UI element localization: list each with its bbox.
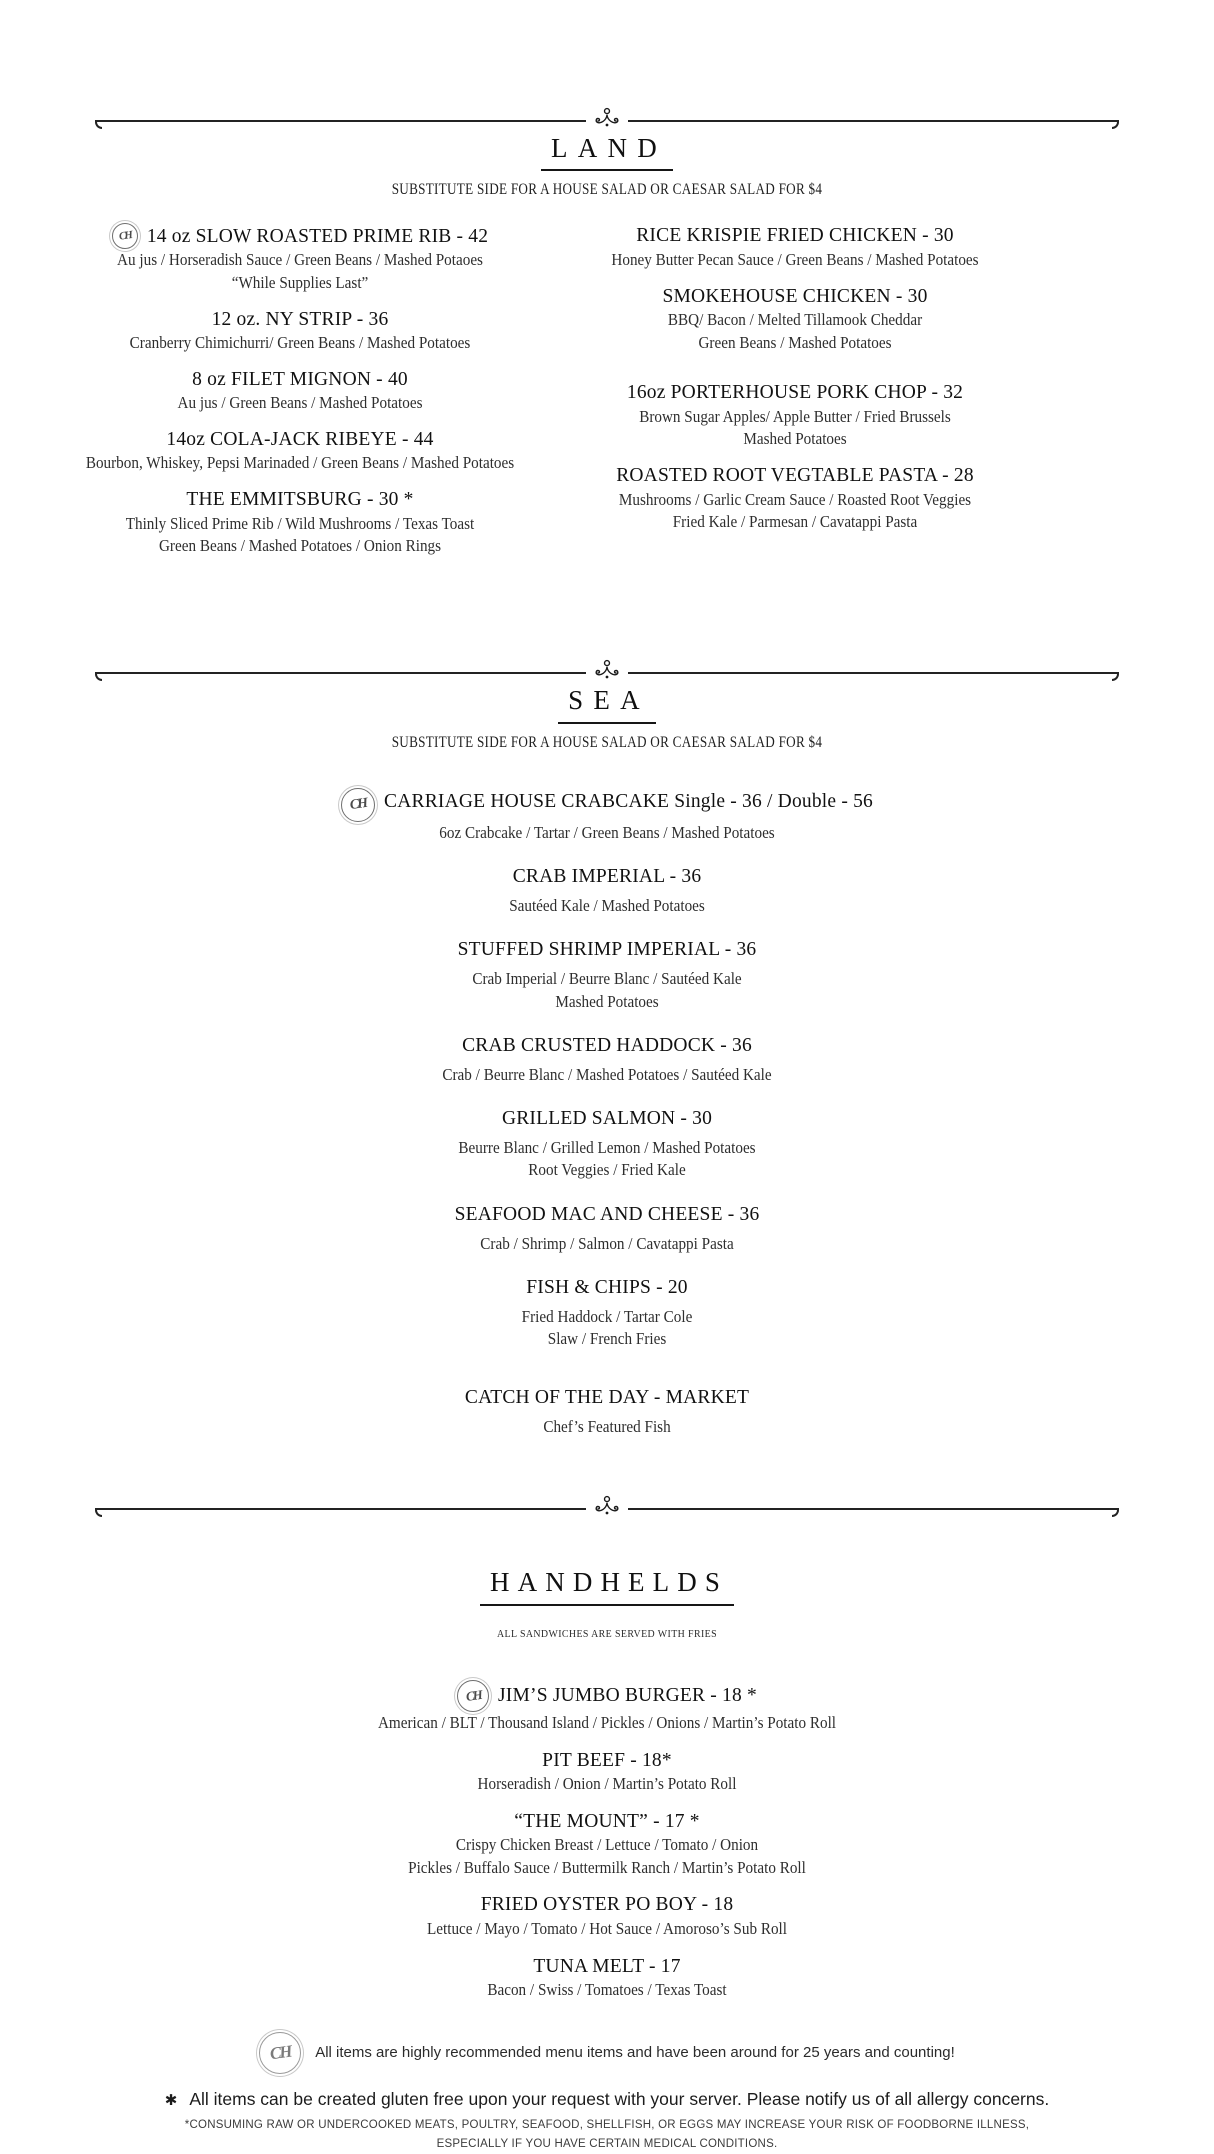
menu-item-title: PIT BEEF - 18* — [542, 1749, 672, 1771]
recommended-text: All items are highly recommended menu items and have been around for 25 years and counting! — [315, 2044, 955, 2062]
carriage-house-logo-icon — [112, 223, 138, 249]
menu-item-title: CRAB CRUSTED HADDOCK - 36 — [462, 1035, 752, 1057]
menu-item-description: Thinly Sliced Prime Rib / Wild Mushrooms / Texas Toast — [125, 513, 475, 533]
logo-monogram: CH — [118, 229, 132, 244]
menu-item-title: SEAFOOD MAC AND CHEESE - 36 — [454, 1204, 760, 1226]
menu-item — [0, 864, 1214, 917]
menu-item-title: FISH & CHIPS - 20 — [526, 1277, 688, 1299]
land-left-column — [60, 223, 540, 570]
menu-item-description: Pickles / Buffalo Sauce / Buttermilk Ranch / Martin’s Potato Roll — [408, 1857, 806, 1877]
menu-item — [0, 1385, 1214, 1438]
menu-item-title: JIM’S JUMBO BURGER - 18 * — [498, 1685, 757, 1707]
menu-item-description: Slaw / French Fries — [547, 1329, 667, 1349]
menu-item-description: Beurre Blanc / Grilled Lemon / Mashed Potatoes — [458, 1137, 756, 1157]
logo-monogram: CH — [464, 1686, 482, 1704]
menu-item-description: Root Veggies / Fried Kale — [528, 1160, 686, 1180]
menu-item — [555, 380, 1035, 451]
menu-item — [60, 307, 540, 355]
carriage-house-logo-icon — [259, 2032, 301, 2074]
divider-line — [628, 672, 1119, 674]
section-divider — [95, 1484, 1119, 1510]
menu-item — [555, 463, 1035, 534]
section-subtitle: SUBSTITUTE SIDE FOR A HOUSE SALAD OR CAESAR SALAD FOR $4 — [391, 733, 823, 751]
gluten-free-note — [0, 2089, 1214, 2110]
menu-item-title: SMOKEHOUSE CHICKEN - 30 — [662, 285, 928, 307]
menu-item-title: “THE MOUNT” - 17 * — [514, 1810, 700, 1832]
divider-line — [95, 1508, 586, 1510]
menu-item — [555, 284, 1035, 355]
disclaimer-line: *CONSUMING RAW OR UNDERCOOKED MEATS, POULTRY, SEAFOOD, SHELLFISH, OR EGGS MAY INCREASE YOUR RISK OF FOODBORNE ILLNESS, — [184, 2118, 1030, 2131]
menu-item-description: 6oz Crabcake / Tartar / Green Beans / Mashed Potatoes — [439, 822, 775, 842]
menu-item — [0, 1275, 1214, 1351]
menu-item — [0, 1954, 1214, 2002]
menu-item-description: Crab Imperial / Beurre Blanc / Sautéed Kale — [472, 968, 742, 988]
menu-item-description: Horseradish / Onion / Martin’s Potato Roll — [477, 1773, 737, 1793]
menu-item-description: Fried Haddock / Tartar Cole — [521, 1306, 693, 1326]
menu-item-description: Green Beans / Mashed Potatoes — [698, 332, 892, 352]
menu-item-description: Au jus / Green Beans / Mashed Potatoes — [177, 393, 423, 413]
disclaimer — [0, 2116, 1214, 2154]
section-title-handhelds: HANDHELDS — [0, 1562, 1214, 1605]
logo-monogram: CH — [348, 795, 368, 813]
menu-item-title: 14 oz SLOW ROASTED PRIME RIB - 42 — [146, 225, 489, 247]
divider-line — [628, 1508, 1119, 1510]
menu-item-title: CATCH OF THE DAY - MARKET — [464, 1387, 750, 1409]
land-right-column — [555, 223, 1035, 570]
divider-line — [95, 120, 586, 122]
menu-item-title: GRILLED SALMON - 30 — [501, 1108, 713, 1130]
menu-item-description: Bourbon, Whiskey, Pepsi Marinaded / Green Beans / Mashed Potatoes — [85, 453, 515, 473]
divider-line — [628, 120, 1119, 122]
menu-item-description: “While Supplies Last” — [231, 273, 369, 293]
menu-item-title: CARRIAGE HOUSE CRABCAKE Single - 36 / Double - 56 — [384, 791, 873, 813]
recommended-note — [0, 2032, 1214, 2074]
menu-item-description: Lettuce / Mayo / Tomato / Hot Sauce / Amoroso’s Sub Roll — [426, 1918, 788, 1938]
menu-item-title: ROASTED ROOT VEGTABLE PASTA - 28 — [616, 465, 974, 487]
menu-item-title: 14oz COLA-JACK RIBEYE - 44 — [166, 429, 434, 451]
menu-item — [0, 1106, 1214, 1182]
menu-item-title: FRIED OYSTER PO BOY - 18 — [480, 1894, 734, 1916]
divider-ornament-icon — [592, 1495, 622, 1519]
land-section — [0, 128, 1214, 570]
menu-item-description: Mashed Potatoes — [555, 991, 659, 1011]
menu-item-title: THE EMMITSBURG - 30 * — [186, 489, 414, 511]
menu-item-title: RICE KRISPIE FRIED CHICKEN - 30 — [636, 225, 954, 247]
menu-item-description: Au jus / Horseradish Sauce / Green Beans / Mashed Potaoes — [117, 250, 483, 270]
divider-line — [95, 672, 586, 674]
menu-item — [0, 788, 1214, 845]
menu-item-title: STUFFED SHRIMP IMPERIAL - 36 — [457, 939, 757, 961]
menu-item-description: Bacon / Swiss / Tomatoes / Texas Toast — [487, 1979, 727, 1999]
disclaimer-line: ESPECIALLY IF YOU HAVE CERTAIN MEDICAL CONDITIONS. — [436, 2137, 778, 2150]
carriage-house-logo-icon — [341, 788, 375, 822]
carriage-house-logo-icon — [457, 1680, 489, 1712]
menu-item — [0, 1809, 1214, 1880]
menu-item-description: Mushrooms / Garlic Cream Sauce / Roasted Root Veggies — [618, 489, 972, 509]
land-columns — [0, 223, 1214, 570]
menu-item — [555, 223, 1035, 271]
gluten-free-text: All items can be created gluten free upon your request with your server. Please notify us of all allergy concerns. — [189, 2088, 1050, 2109]
menu-item-description: Crispy Chicken Breast / Lettuce / Tomato / Onion — [455, 1834, 759, 1854]
menu-item — [0, 937, 1214, 1013]
menu-item — [60, 427, 540, 475]
menu-item-description: BBQ/ Bacon / Melted Tillamook Cheddar — [667, 309, 923, 329]
menu-item-description: Chef’s Featured Fish — [543, 1416, 671, 1436]
menu-item-description: Green Beans / Mashed Potatoes / Onion Rings — [158, 536, 442, 556]
menu-item-description: Brown Sugar Apples/ Apple Butter / Fried Brussels — [639, 406, 951, 426]
menu-item-title: 16oz PORTERHOUSE PORK CHOP - 32 — [626, 382, 964, 404]
footer — [0, 2032, 1214, 2154]
menu-item-title: TUNA MELT - 17 — [533, 1955, 681, 1977]
sea-items — [0, 788, 1214, 1439]
menu-item-description: Mashed Potatoes — [743, 429, 847, 449]
menu-item — [60, 223, 540, 295]
section-divider — [95, 96, 1119, 122]
section-subtitle: ALL SANDWICHES ARE SERVED WITH FRIES — [497, 1627, 717, 1640]
menu-item-description: Fried Kale / Parmesan / Cavatappi Pasta — [672, 512, 918, 532]
menu-item-description: American / BLT / Thousand Island / Pickles / Onions / Martin’s Potato Roll — [377, 1712, 837, 1732]
handhelds-section — [0, 1562, 1214, 2001]
section-title-land: LAND — [0, 128, 1214, 171]
menu-item-description: Honey Butter Pecan Sauce / Green Beans / Mashed Potatoes — [611, 249, 979, 269]
menu-item — [60, 367, 540, 415]
asterisk-icon: ✱ — [164, 2091, 178, 2109]
logo-monogram: CH — [268, 2041, 292, 2064]
section-subtitle: SUBSTITUTE SIDE FOR A HOUSE SALAD OR CAESAR SALAD FOR $4 — [391, 181, 823, 199]
menu-item-title: 12 oz. NY STRIP - 36 — [211, 308, 389, 330]
menu-item-description: Cranberry Chimichurri/ Green Beans / Mashed Potatoes — [129, 333, 471, 353]
menu-item — [0, 1748, 1214, 1796]
sea-section — [0, 680, 1214, 1438]
menu-item-title: CRAB IMPERIAL - 36 — [512, 866, 702, 888]
handhelds-items — [0, 1680, 1214, 2002]
menu-item — [0, 1680, 1214, 1735]
menu-item — [0, 1033, 1214, 1086]
menu-item-description: Crab / Beurre Blanc / Mashed Potatoes / Sautéed Kale — [442, 1064, 772, 1084]
menu-item — [0, 1202, 1214, 1255]
section-divider — [95, 648, 1119, 674]
menu-item-description: Sautéed Kale / Mashed Potatoes — [509, 895, 705, 915]
menu-item — [60, 487, 540, 558]
section-title-sea: SEA — [0, 680, 1214, 723]
menu-item-description: Crab / Shrimp / Salmon / Cavatappi Pasta — [480, 1233, 734, 1253]
menu-item-title: 8 oz FILET MIGNON - 40 — [192, 369, 408, 391]
menu-item — [0, 1892, 1214, 1940]
